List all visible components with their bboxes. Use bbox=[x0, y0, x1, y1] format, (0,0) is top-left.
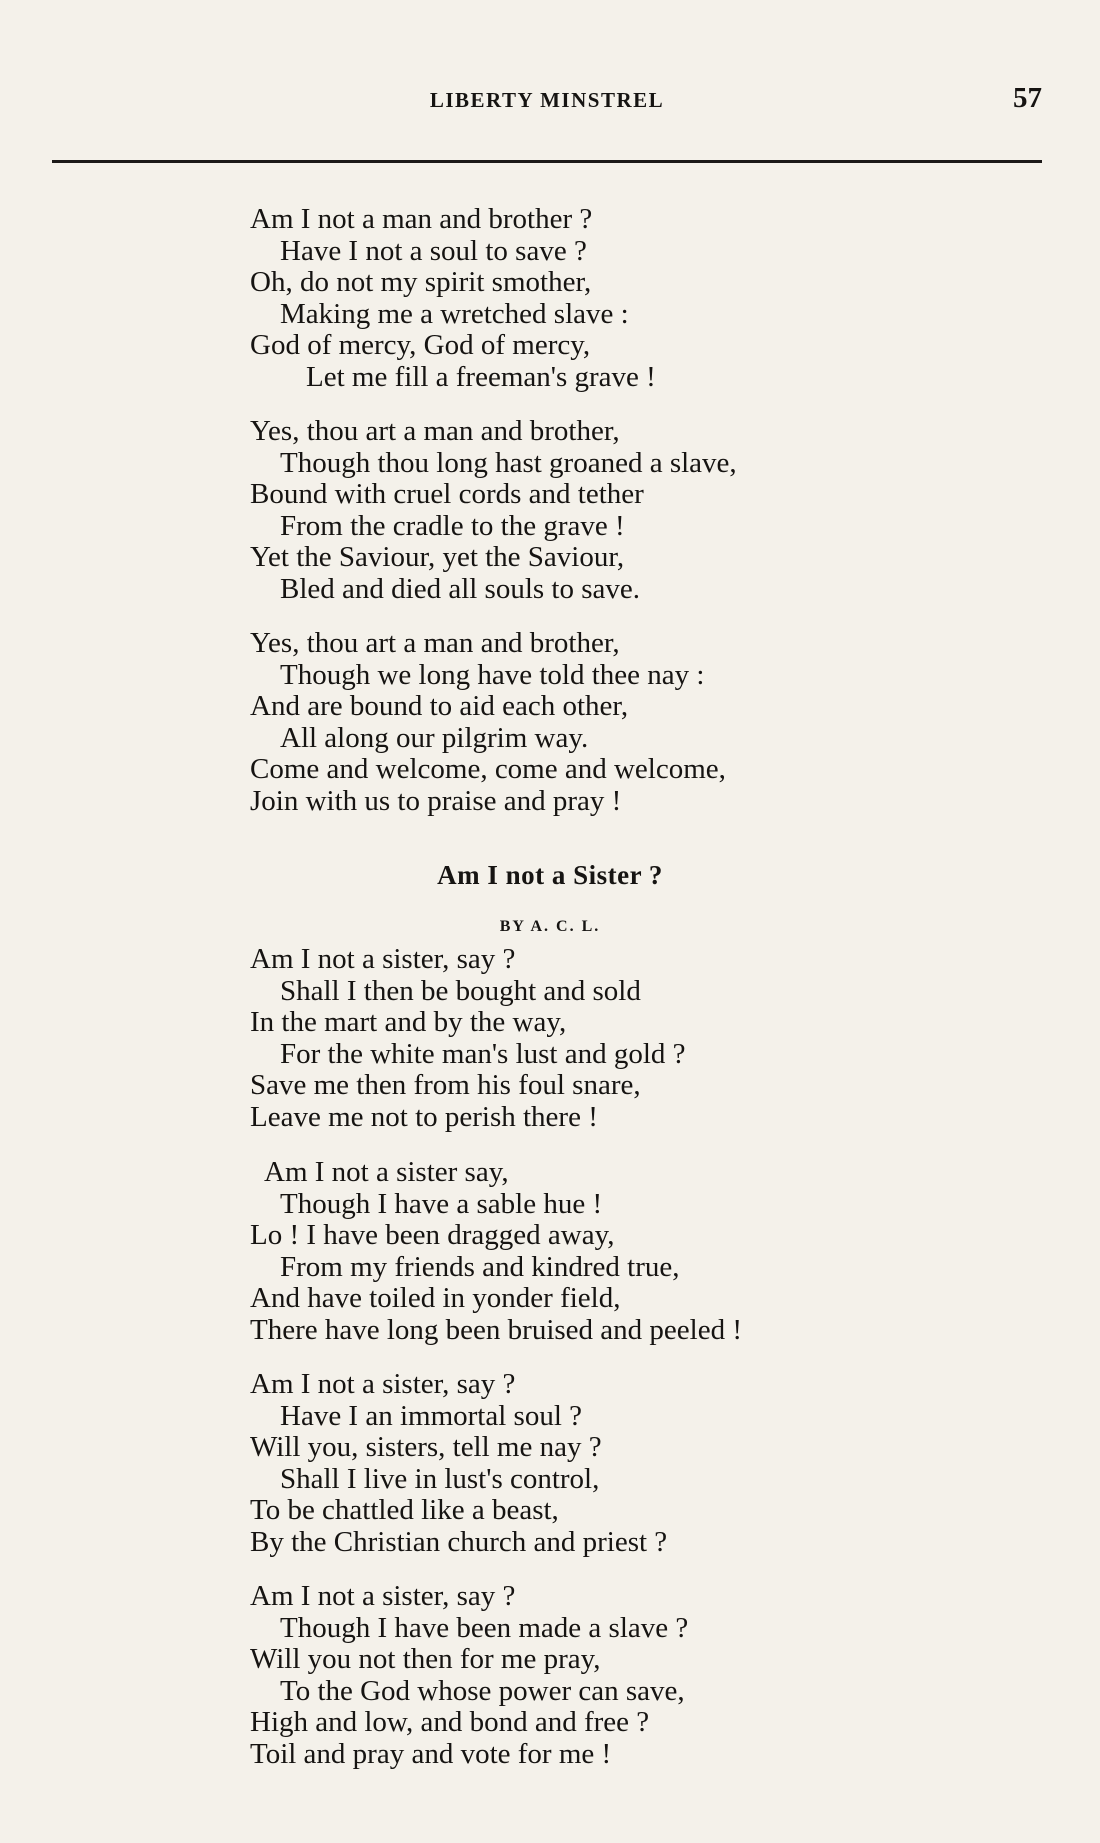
header-rule bbox=[52, 160, 1042, 163]
running-title: LIBERTY MINSTREL bbox=[429, 88, 665, 112]
verse-line: Toil and pray and vote for me ! bbox=[250, 1737, 612, 1770]
verse-line: Am I not a sister, say ? bbox=[250, 1368, 516, 1400]
verse-line: Though I have been made a slave ? bbox=[280, 1611, 689, 1644]
verse-line: Shall I then be bought and sold bbox=[280, 974, 641, 1007]
stanza bbox=[250, 204, 950, 394]
verse-line: Am I not a sister say, bbox=[264, 1156, 509, 1188]
verse-line: Leave me not to perish there ! bbox=[250, 1100, 598, 1133]
verse-line: Will you not then for me pray, bbox=[250, 1643, 601, 1676]
stanza bbox=[250, 628, 950, 818]
verse-line: Yes, thou art a man and brother, bbox=[250, 415, 620, 447]
verse-line: Have I an immortal soul ? bbox=[280, 1399, 582, 1432]
verse-line: Bled and died all souls to save. bbox=[280, 572, 641, 605]
verse-line: From my friends and kindred true, bbox=[280, 1250, 680, 1283]
verse-line: Yet the Saviour, yet the Saviour, bbox=[250, 541, 625, 574]
verse-line: In the mart and by the way, bbox=[250, 1006, 567, 1039]
verse-line: All along our pilgrim way. bbox=[280, 721, 589, 754]
verse-line: And have toiled in yonder field, bbox=[250, 1282, 621, 1315]
verse-line: Have I not a soul to save ? bbox=[280, 234, 587, 267]
page-header bbox=[52, 82, 1042, 128]
verse-line: Am I not a sister, say ? bbox=[250, 1580, 516, 1612]
verse-line: Lo ! I have been dragged away, bbox=[250, 1219, 615, 1252]
stanza bbox=[250, 944, 950, 1134]
verse-line: Save me then from his foul snare, bbox=[250, 1069, 641, 1102]
poem-byline: BY A. C. L. bbox=[499, 918, 601, 935]
verse-line: And are bound to aid each other, bbox=[250, 690, 629, 723]
verse-line: High and low, and bond and free ? bbox=[250, 1706, 650, 1739]
verse-line: Join with us to praise and pray ! bbox=[250, 784, 622, 817]
verse-line: Shall I live in lust's control, bbox=[280, 1462, 600, 1495]
verse-line: God of mercy, God of mercy, bbox=[250, 329, 591, 362]
verse-line: Am I not a sister, say ? bbox=[250, 943, 516, 975]
verse-line: Bound with cruel cords and tether bbox=[250, 478, 644, 511]
verse-line: By the Christian church and priest ? bbox=[250, 1525, 668, 1558]
verse-line: For the white man's lust and gold ? bbox=[280, 1037, 686, 1070]
verse-line: To the God whose power can save, bbox=[280, 1674, 685, 1707]
verse-line: Am I not a man and brother ? bbox=[250, 203, 593, 235]
verse-line: Oh, do not my spirit smother, bbox=[250, 266, 592, 299]
verse-line: Though thou long hast groaned a slave, bbox=[280, 446, 737, 479]
verse-line: Let me fill a freeman's grave ! bbox=[306, 360, 656, 393]
verse-line: Will you, sisters, tell me nay ? bbox=[250, 1431, 602, 1464]
verse-line: There have long been bruised and peeled ! bbox=[250, 1313, 742, 1346]
verse-line: Come and welcome, come and welcome, bbox=[250, 753, 726, 786]
stanza bbox=[250, 416, 950, 606]
verse-line: To be chattled like a beast, bbox=[250, 1494, 559, 1527]
stanza bbox=[250, 1369, 950, 1559]
verse-line: Yes, thou art a man and brother, bbox=[250, 627, 620, 659]
page-number: 57 bbox=[1013, 82, 1042, 114]
poem-title: Am I not a Sister ? bbox=[437, 860, 663, 890]
verse-line: Though I have a sable hue ! bbox=[280, 1187, 603, 1220]
verse-line: Making me a wretched slave : bbox=[280, 297, 629, 330]
verse-line: Though we long have told thee nay : bbox=[280, 658, 705, 691]
stanza bbox=[250, 1581, 950, 1771]
verse-line: From the cradle to the grave ! bbox=[280, 509, 625, 542]
stanza bbox=[250, 1157, 950, 1347]
